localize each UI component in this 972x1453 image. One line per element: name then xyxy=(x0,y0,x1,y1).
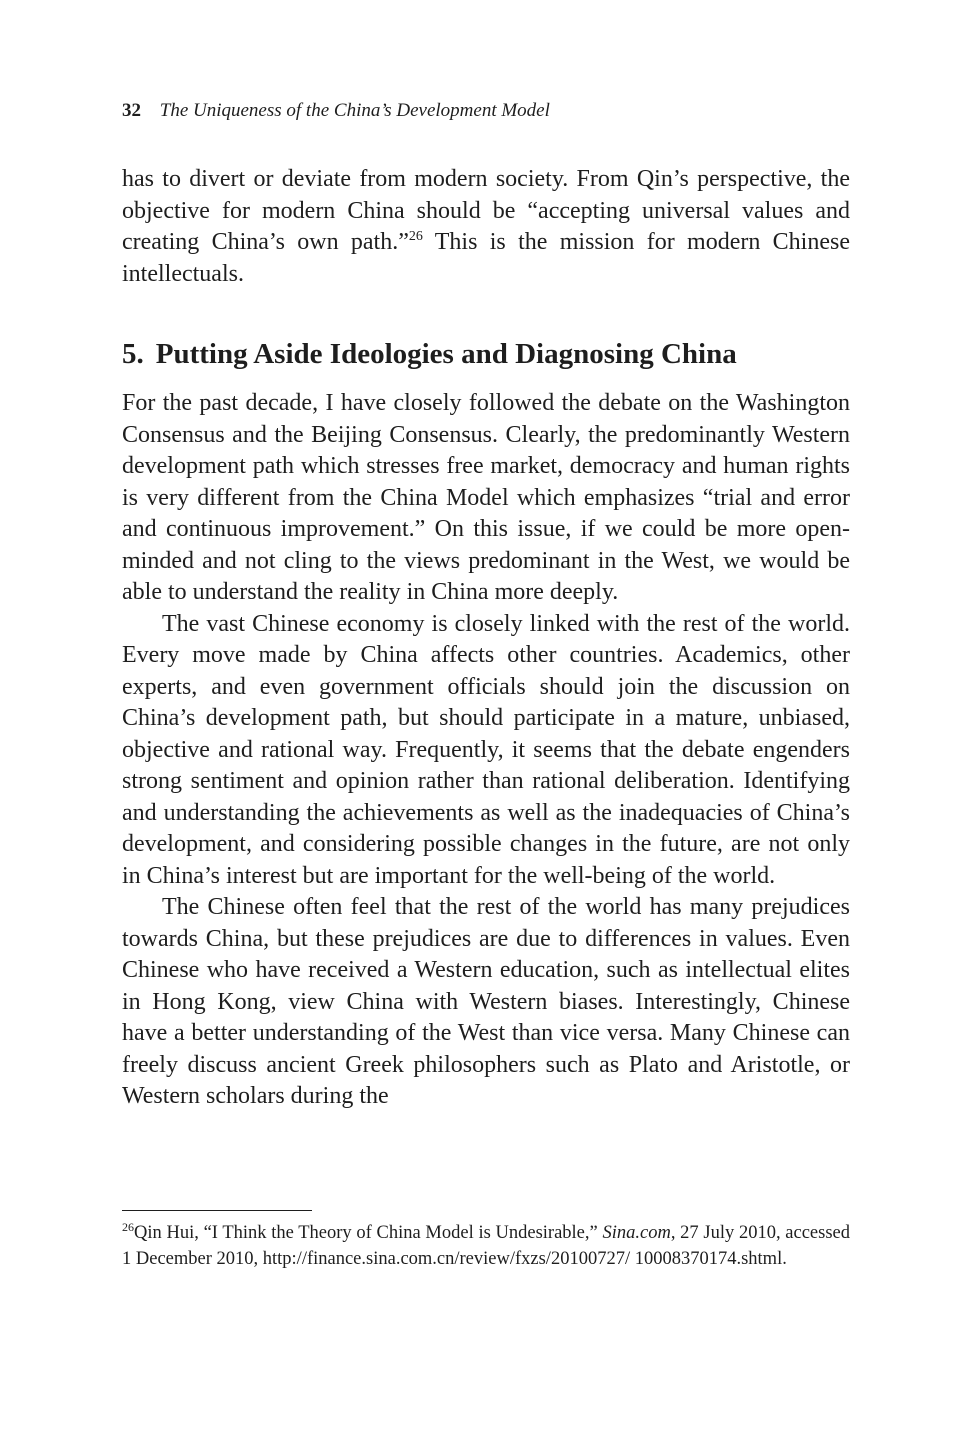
paragraph: The Chinese often feel that the rest of the world has many prejudices towards China, but these prejudices are due to differences in values. Even Chinese who have received a Western education, such as intellectual elites in Hong Kong, view China with Western biases. Interestingly, Chinese have a better understanding of the West than vice versa. Many Chinese can freely discuss ancient Greek philosophers such as Plato and Aristotle, or Western scholars during the xyxy=(122,894,850,1109)
footnote-source: Sina.com xyxy=(602,1223,671,1243)
footnote-number: 26 xyxy=(122,1220,134,1234)
paragraph xyxy=(122,164,850,290)
footnote-divider xyxy=(122,1210,312,1211)
running-title: The Uniqueness of the China’s Development Model xyxy=(159,100,550,121)
paragraph: For the past decade, I have closely followed the debate on the Washington Consensus and the Beijing Consensus. Clearly, the predominantly Western development path which stresses free market, democracy and human rights is very different from the China Model which emphasizes “trial and error and continuous improvement.” On this issue, if we could be more open-minded and not cling to the views predominant in the West, we would be able to understand the reality in China more deeply. xyxy=(122,390,850,605)
running-header xyxy=(122,97,550,125)
section-title: Putting Aside Ideologies and Diagnosing China xyxy=(155,338,737,370)
section-number: 5. xyxy=(122,338,144,370)
footnote-text: , 27 July 2010, accessed 1 December 2010, http://finance.sina.com.cn/review/fxzs/20100727/ 10008370174.shtml. xyxy=(122,1223,850,1269)
paragraph-text: This is the mission for modern Chinese intellectuals. xyxy=(122,229,850,287)
section-body xyxy=(122,388,850,1113)
footnote xyxy=(122,1220,850,1272)
page-number: 32 xyxy=(122,100,141,121)
footnote-reference: 26 xyxy=(408,229,423,244)
footnote-text: Qin Hui, “I Think the Theory of China Model is Undesirable,” xyxy=(134,1223,603,1243)
paragraph-text: has to divert or deviate from modern society. From Qin’s perspective, the objective for modern China should be “accepting universal values and creating China’s own path.” xyxy=(122,166,850,255)
paragraph: The vast Chinese economy is closely linked with the rest of the world. Every move made by China affects other countries. Academics, other experts, and even government officials should join the discussion on China’s development path, but should participate in a mature, unbiased, objective and rational way. Frequently, it seems that the debate engenders strong sentiment and opinion rather than rational deliberation. Identifying and understanding the achievements as well as the inadequacies of China’s development, and considering possible changes in the future, are not only in China’s interest but are important for the well-being of the world. xyxy=(122,610,850,889)
section-heading xyxy=(122,334,737,374)
continued-paragraph xyxy=(122,164,850,290)
